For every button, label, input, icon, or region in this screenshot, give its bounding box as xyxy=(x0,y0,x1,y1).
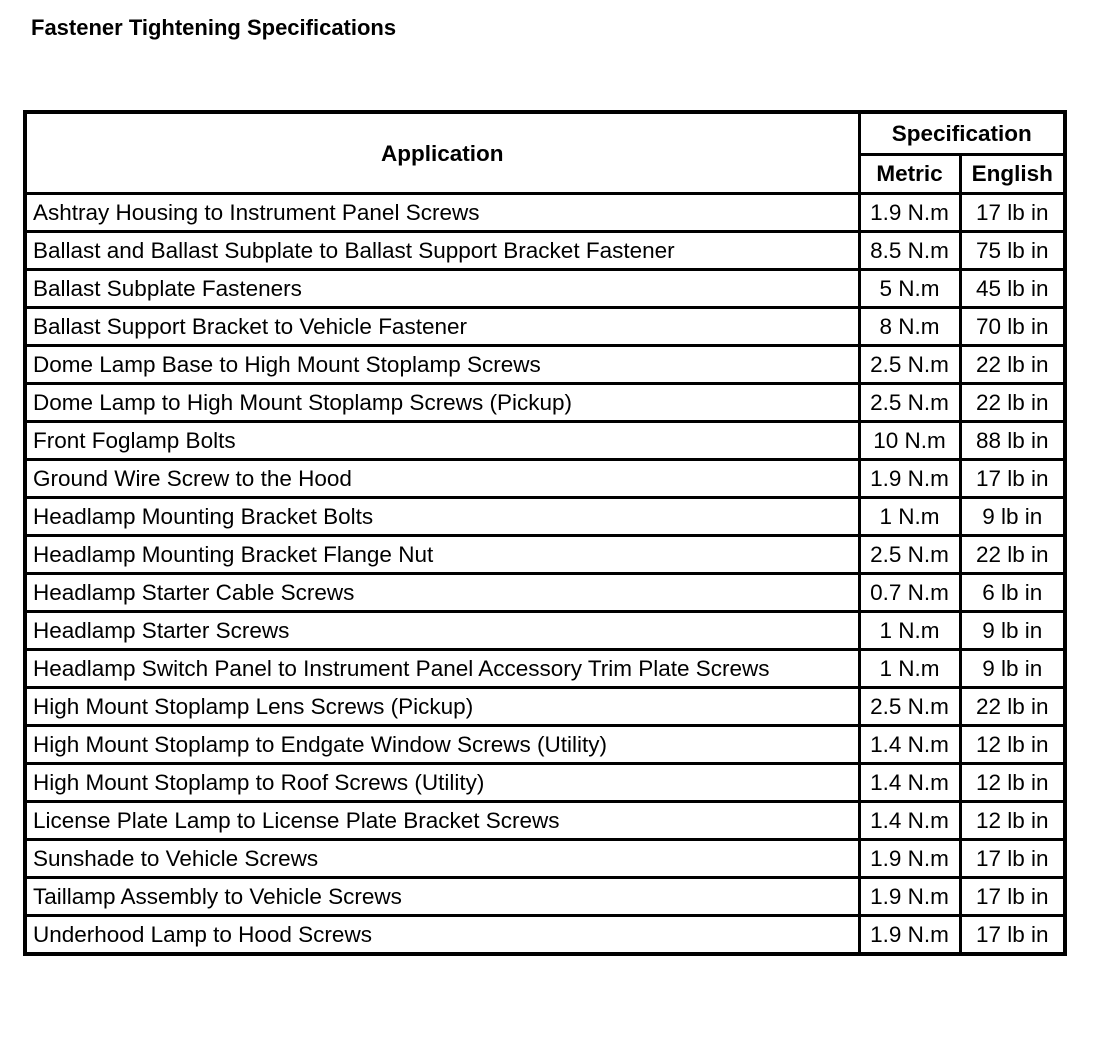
application-cell: Ballast Subplate Fasteners xyxy=(25,270,859,308)
application-cell: Front Foglamp Bolts xyxy=(25,422,859,460)
english-value-cell: 88 lb in xyxy=(960,422,1065,460)
application-cell: High Mount Stoplamp to Endgate Window Screws (Utility) xyxy=(25,726,859,764)
table-row xyxy=(25,536,1065,574)
application-cell: Headlamp Mounting Bracket Bolts xyxy=(25,498,859,536)
english-value-cell: 22 lb in xyxy=(960,384,1065,422)
metric-value-cell: 0.7 N.m xyxy=(859,574,960,612)
table-row xyxy=(25,460,1065,498)
metric-value-cell: 5 N.m xyxy=(859,270,960,308)
english-value-cell: 45 lb in xyxy=(960,270,1065,308)
metric-value-cell: 8.5 N.m xyxy=(859,232,960,270)
english-value-cell: 17 lb in xyxy=(960,460,1065,498)
table-row xyxy=(25,346,1065,384)
metric-value-cell: 1.4 N.m xyxy=(859,802,960,840)
metric-value-cell: 1.9 N.m xyxy=(859,916,960,955)
table-row xyxy=(25,574,1065,612)
application-cell: Ground Wire Screw to the Hood xyxy=(25,460,859,498)
table-row xyxy=(25,270,1065,308)
metric-value-cell: 1.9 N.m xyxy=(859,878,960,916)
application-cell: High Mount Stoplamp Lens Screws (Pickup) xyxy=(25,688,859,726)
english-value-cell: 22 lb in xyxy=(960,536,1065,574)
application-cell: Headlamp Starter Screws xyxy=(25,612,859,650)
metric-value-cell: 8 N.m xyxy=(859,308,960,346)
table-row xyxy=(25,498,1065,536)
metric-column-header: Metric xyxy=(859,154,960,194)
metric-value-cell: 1 N.m xyxy=(859,498,960,536)
metric-value-cell: 1 N.m xyxy=(859,650,960,688)
english-value-cell: 12 lb in xyxy=(960,802,1065,840)
english-value-cell: 22 lb in xyxy=(960,346,1065,384)
application-cell: Dome Lamp Base to High Mount Stoplamp Screws xyxy=(25,346,859,384)
application-cell: Ballast Support Bracket to Vehicle Fastener xyxy=(25,308,859,346)
english-value-cell: 22 lb in xyxy=(960,688,1065,726)
english-value-cell: 75 lb in xyxy=(960,232,1065,270)
table-row xyxy=(25,612,1065,650)
application-cell: Headlamp Mounting Bracket Flange Nut xyxy=(25,536,859,574)
metric-value-cell: 1.9 N.m xyxy=(859,840,960,878)
metric-value-cell: 1.9 N.m xyxy=(859,460,960,498)
english-value-cell: 6 lb in xyxy=(960,574,1065,612)
table-header xyxy=(25,112,1065,194)
application-cell: Dome Lamp to High Mount Stoplamp Screws (Pickup) xyxy=(25,384,859,422)
metric-value-cell: 1.9 N.m xyxy=(859,194,960,232)
metric-value-cell: 1 N.m xyxy=(859,612,960,650)
english-value-cell: 70 lb in xyxy=(960,308,1065,346)
english-column-header: English xyxy=(960,154,1065,194)
specification-column-header: Specification xyxy=(859,112,1065,154)
english-value-cell: 17 lb in xyxy=(960,194,1065,232)
english-value-cell: 9 lb in xyxy=(960,498,1065,536)
metric-value-cell: 1.4 N.m xyxy=(859,764,960,802)
metric-value-cell: 10 N.m xyxy=(859,422,960,460)
table-row xyxy=(25,840,1065,878)
metric-value-cell: 1.4 N.m xyxy=(859,726,960,764)
application-cell: License Plate Lamp to License Plate Bracket Screws xyxy=(25,802,859,840)
table-row xyxy=(25,726,1065,764)
english-value-cell: 12 lb in xyxy=(960,726,1065,764)
fastener-spec-table xyxy=(23,110,1067,956)
english-value-cell: 9 lb in xyxy=(960,612,1065,650)
table-body xyxy=(25,194,1065,955)
application-cell: Taillamp Assembly to Vehicle Screws xyxy=(25,878,859,916)
table-row xyxy=(25,878,1065,916)
application-cell: Ballast and Ballast Subplate to Ballast Support Bracket Fastener xyxy=(25,232,859,270)
english-value-cell: 17 lb in xyxy=(960,916,1065,955)
application-column-header: Application xyxy=(25,112,859,194)
application-cell: Ashtray Housing to Instrument Panel Screws xyxy=(25,194,859,232)
table-row xyxy=(25,384,1065,422)
table-row xyxy=(25,194,1065,232)
application-cell: Sunshade to Vehicle Screws xyxy=(25,840,859,878)
english-value-cell: 17 lb in xyxy=(960,878,1065,916)
metric-value-cell: 2.5 N.m xyxy=(859,346,960,384)
english-value-cell: 17 lb in xyxy=(960,840,1065,878)
english-value-cell: 12 lb in xyxy=(960,764,1065,802)
metric-value-cell: 2.5 N.m xyxy=(859,688,960,726)
application-cell: High Mount Stoplamp to Roof Screws (Utility) xyxy=(25,764,859,802)
table-row xyxy=(25,422,1065,460)
table-row xyxy=(25,802,1065,840)
table-row xyxy=(25,650,1065,688)
table-row xyxy=(25,688,1065,726)
metric-value-cell: 2.5 N.m xyxy=(859,384,960,422)
application-cell: Headlamp Starter Cable Screws xyxy=(25,574,859,612)
application-cell: Headlamp Switch Panel to Instrument Panel Accessory Trim Plate Screws xyxy=(25,650,859,688)
table-row xyxy=(25,916,1065,955)
application-cell: Underhood Lamp to Hood Screws xyxy=(25,916,859,955)
table-row xyxy=(25,308,1065,346)
table-row xyxy=(25,232,1065,270)
english-value-cell: 9 lb in xyxy=(960,650,1065,688)
metric-value-cell: 2.5 N.m xyxy=(859,536,960,574)
page-title: Fastener Tightening Specifications xyxy=(31,15,397,40)
table-row xyxy=(25,764,1065,802)
